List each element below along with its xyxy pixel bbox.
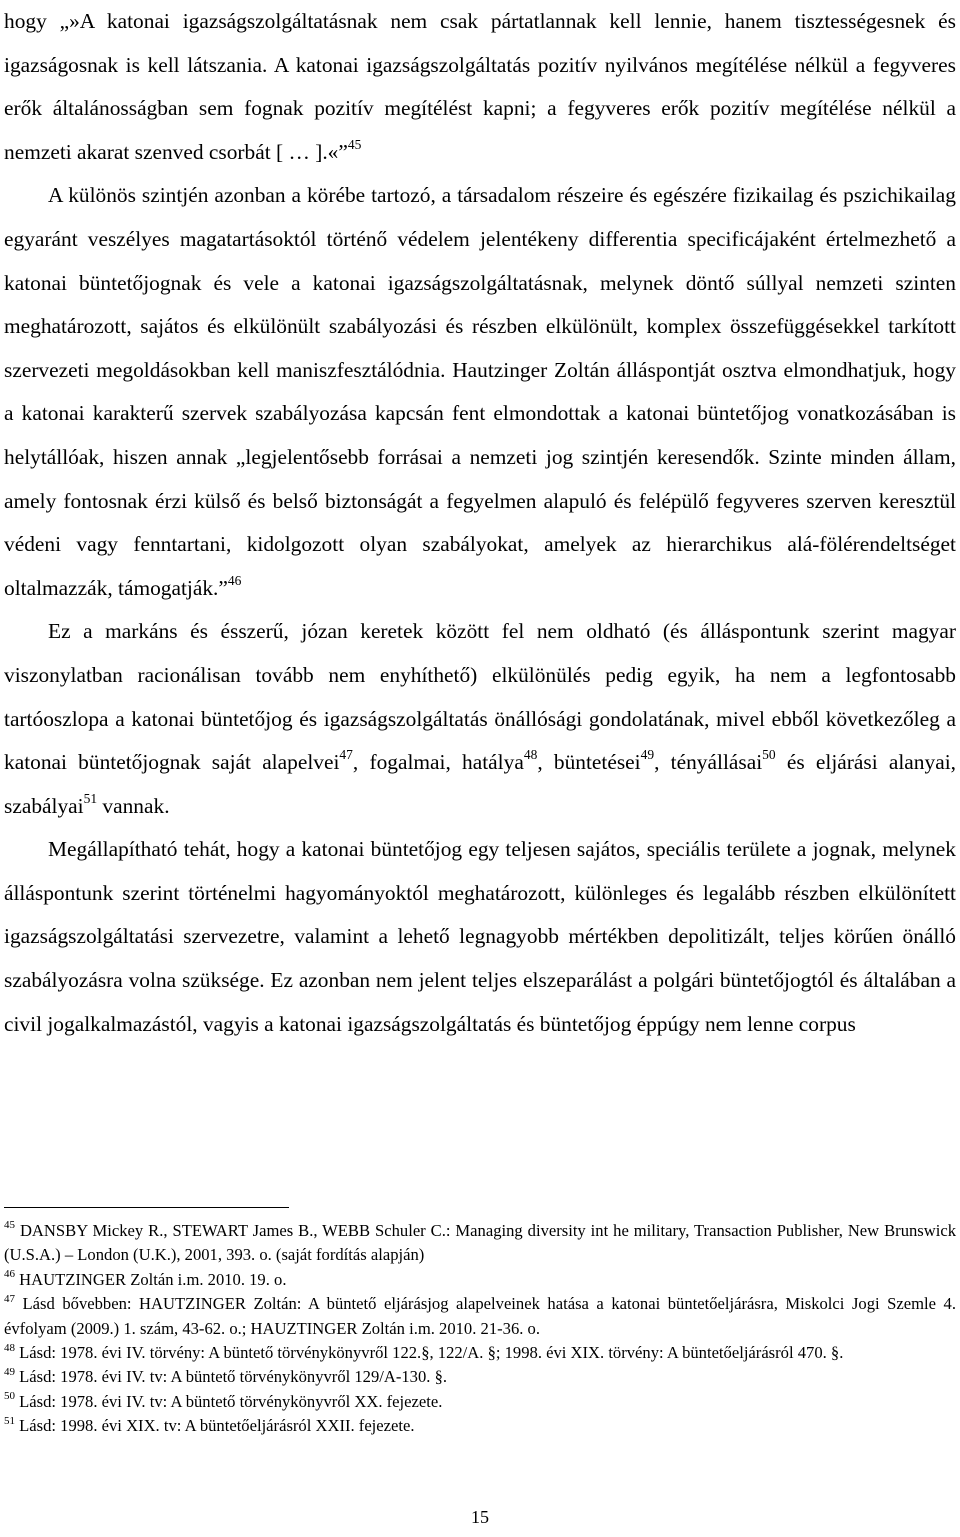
footnote-ref-45[interactable]: 45 <box>347 136 362 152</box>
footnote-text: Lásd bővebben: HAUTZINGER Zoltán: A büntető eljárásjog alapelveinek hatása a katonai büntetőeljárásra, Miskolci Jogi Szemle 4. évfolyam (2009.) 1. szám, 43-62. o.; HAUZTINGER Zoltán i.m. 2010. 21-36. o. <box>4 1294 956 1338</box>
footnote-49 <box>4 1365 956 1389</box>
footnote-ref-46[interactable]: 46 <box>227 572 242 588</box>
paragraph-3-text: és eljárási alanyai, szabályai <box>4 750 956 818</box>
page-number: 15 <box>471 1507 489 1527</box>
paragraph-4-text: Megállapítható tehát, hogy a katonai büntetőjog egy teljesen sajátos, speciális területe a jognak, melynek álláspontunk szerint történelmi hagyományoktól meghatározott, különleges és legalább részben elkülönített igazságszolgáltatási szervezetre, valamint a lehető legnagyobb mértékben depolitizált, teljes körűen önálló szabályozásra volna szüksége. Ez azonban nem jelent teljes elszeparálást a polgári büntetőjogtól és általában a civil jogalkalmazástól, vagyis a katonai igazságszolgáltatás és büntetőjog éppúgy nem lenne corpus <box>4 837 956 1036</box>
footnote-50 <box>4 1390 956 1414</box>
footnote-48 <box>4 1341 956 1365</box>
footnote-number: 48 <box>4 1341 15 1354</box>
footnote-text: HAUTZINGER Zoltán i.m. 2010. 19. o. <box>15 1269 287 1289</box>
footnote-text: Lásd: 1978. évi IV. törvény: A büntető törvénykönyvről 122.§, 122/A. §; 1998. évi XIX. törvény: A büntetőeljárásról 470. §. <box>15 1343 844 1363</box>
footnote-number: 49 <box>4 1365 15 1378</box>
footnote-text: DANSBY Mickey R., STEWART James B., WEBB Schuler C.: Managing diversity int he military, Transaction Publisher, New Brunswick (U.S.A.) – London (U.K.), 2001, 393. o. (saját fordítás alapján) <box>4 1221 956 1265</box>
footnote-ref-51[interactable]: 51 <box>83 790 98 806</box>
footnote-number: 46 <box>4 1268 15 1281</box>
paragraph-1-text: hogy „»A katonai igazságszolgáltatásnak nem csak pártatlannak kell lennie, hanem tisztességesnek és igazságosnak is kell látszania. A katonai igazságszolgáltatás pozitív nyilvános megítélése nélkül a fegyveres erők általánosságban sem fognak pozitív megítélést kapni; a fegyveres erők pozitív megítélése nélkül a nemzeti akarat szenved csorbát [ … ].«” <box>4 9 956 164</box>
footnote-47 <box>4 1292 956 1341</box>
footnote-text: Lásd: 1978. évi IV. tv: A büntető törvénykönyvről XX. fejezete. <box>15 1391 443 1411</box>
paragraph-3-text: Ez a markáns és ésszerű, józan keretek között fel nem oldható (és álláspontunk szerint magyar viszonylatban racionálisan tovább nem enyhíthető) elkülönülés pedig egyik, ha nem a legfontosabb tartóoszlopa a katonai büntetőjog és igazságszolgáltatás önállósági gondolatának, mivel ebből következőleg a katonai büntetőjognak saját alapelvei <box>4 619 956 775</box>
paragraph-2 <box>4 174 956 610</box>
footnote-number: 50 <box>4 1390 15 1403</box>
footnote-45 <box>4 1219 956 1268</box>
paragraph-3-text: vannak. <box>97 793 170 818</box>
main-text <box>4 0 956 1046</box>
footnote-ref-47[interactable]: 47 <box>339 746 353 762</box>
paragraph-1 <box>4 0 956 174</box>
footnote-46 <box>4 1268 956 1292</box>
paragraph-4 <box>4 828 956 1046</box>
paragraph-3-text: , büntetései <box>537 750 641 775</box>
footnote-number: 47 <box>4 1292 15 1305</box>
footnote-ref-50[interactable]: 50 <box>762 746 776 762</box>
footnote-text: Lásd: 1978. évi IV. tv: A büntető törvénykönyvről 129/A-130. §. <box>15 1367 448 1387</box>
footnote-number: 45 <box>4 1219 15 1232</box>
footnotes <box>4 1219 956 1439</box>
paragraph-3 <box>4 610 956 828</box>
paragraph-2-text: A különös szintjén azonban a körébe tartozó, a társadalom részeire és egészére fizikailag és pszichikailag egyaránt veszélyes magatartásoktól történő védelem jelentékeny differentia specificájaként értelmezhető a katonai büntetőjognak és vele a katonai igazságszolgáltatásnak, melynek döntő súllyal nemzeti szinten meghatározott, sajátos és elkülönült szabályozási és részben elkülönült, komplex összefüggésekkel tarkított szervezeti megoldásokban kell maniszfesztálódnia. Hautzinger Zoltán álláspontját osztva elmondhatjuk, hogy a katonai karakterű szervek szabályozása kapcsán fent elmondottak a katonai büntetőjog vonatkozásában is helytállóak, hiszen annak „legjelentősebb forrásai a nemzeti jog szintjén keresendők. Szinte minden állam, amely fontosnak érzi külső és belső biztonságát a fegyelmen alapuló és felépülő fegyveres szerven keresztül védeni vagy fenntartani, kidolgozott olyan szabályokat, amelyek az hierarchikus alá-fölérendeltséget oltalmazzák, támogatják.” <box>4 183 956 600</box>
footnote-number: 51 <box>4 1414 15 1427</box>
paragraph-3-text: , fogalmai, hatálya <box>352 750 524 775</box>
footnote-ref-49[interactable]: 49 <box>640 746 655 762</box>
paragraph-3-text: , tényállásai <box>654 750 763 775</box>
footnote-text: Lásd: 1998. évi XIX. tv: A büntetőeljárásról XXII. fejezete. <box>15 1416 415 1436</box>
footnote-ref-48[interactable]: 48 <box>523 746 538 762</box>
footnote-51 <box>4 1414 956 1438</box>
footnote-divider <box>4 1207 289 1208</box>
